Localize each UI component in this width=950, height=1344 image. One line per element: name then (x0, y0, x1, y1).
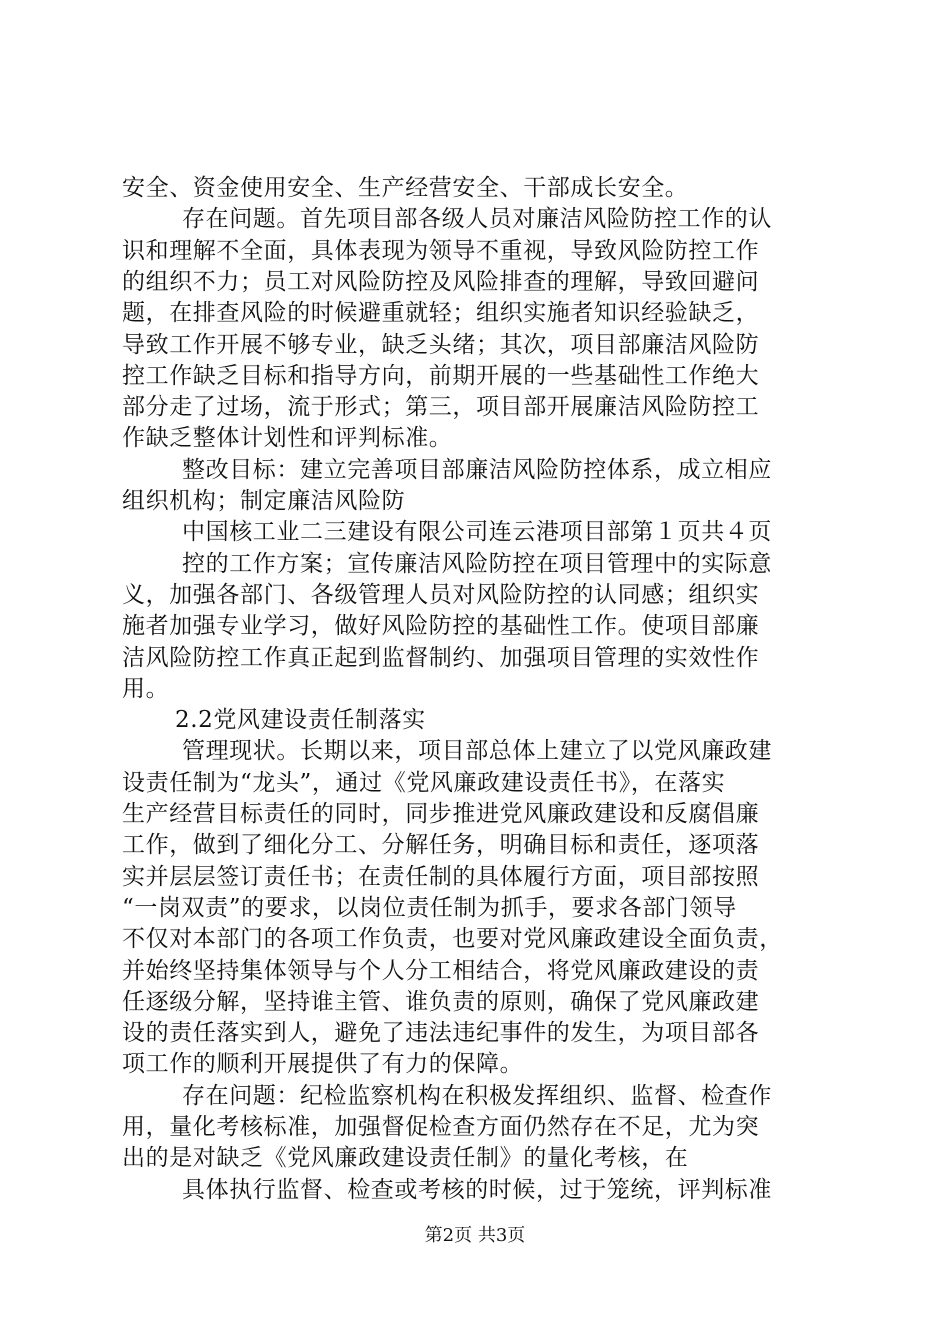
paragraph-line: “一岗双责”的要求，以岗位责任制为抓手，要求各部门领导 (122, 894, 737, 921)
paragraph-line: 义，加强各部门、各级管理人员对风险防控的认同感；组织实 (122, 581, 760, 608)
paragraph-line: 并始终坚持集体领导与个人分工相结合，将党风廉政建设的责 (122, 957, 760, 984)
paragraph-line: 设责任制为“龙头”，通过《党风廉政建设责任书》，在落实 (122, 769, 726, 796)
paragraph-line: 整改目标：建立完善项目部廉洁风险防控体系，成立相应 (182, 456, 772, 483)
paragraph-line: 存在问题。首先项目部各级人员对廉洁风险防控工作的认 (182, 206, 772, 233)
paragraph-line: 的组织不力；员工对风险防控及风险排查的理解，导致回避问 (122, 268, 760, 295)
paragraph-line: 作缺乏整体计划性和评判标准。 (122, 425, 453, 452)
paragraph-line: 出的是对缺乏《党风廉政建设责任制》的量化考核，在 (122, 1145, 689, 1172)
paragraph-line: 控的工作方案；宣传廉洁风险防控在项目管理中的实际意 (182, 550, 772, 577)
paragraph-line: 存在问题：纪检监察机构在积极发挥组织、监督、检查作 (182, 1082, 772, 1109)
paragraph-line: 用。 (122, 675, 170, 702)
paragraph-line: 导致工作开展不够专业，缺乏头绪；其次，项目部廉洁风险防 (122, 331, 760, 358)
paragraph-line: 用，量化考核标准，加强督促检查方面仍然存在不足，尤为突 (122, 1114, 760, 1140)
paragraph-line: 设的责任落实到人，避免了违法违纪事件的发生，为项目部各 (122, 1020, 760, 1047)
paragraph-line: 题，在排查风险的时候避重就轻；组织实施者知识经验缺乏， (122, 300, 760, 327)
page-footer: 第2页 共3页 (424, 1225, 526, 1246)
paragraph-line: 生产经营目标责任的同时，同步推进党风廉政建设和反腐倡廉 (122, 801, 760, 827)
paragraph-line: 部分走了过场，流于形式；第三，项目部开展廉洁风险防控工 (122, 394, 760, 421)
paragraph-line: 安全、资金使用安全、生产经营安全、干部成长安全。 (122, 175, 689, 201)
paragraph-line: 实并层层签订责任书；在责任制的具体履行方面，项目部按照 (122, 863, 760, 890)
paragraph-line: 施者加强专业学习，做好风险防控的基础性工作。使项目部廉 (122, 613, 760, 640)
paragraph-line: 组织机构；制定廉洁风险防 (122, 488, 406, 514)
paragraph-line: 项工作的顺利开展提供了有力的保障。 (122, 1051, 524, 1078)
paragraph-line: 具体执行监督、检查或考核的时候，过于笼统，评判标准 (182, 1176, 772, 1203)
paragraph-line: 洁风险防控工作真正起到监督制约、加强项目管理的实效性作 (122, 644, 760, 671)
inline-page-note: 中国核工业二三建设有限公司连云港项目部第１页共４页 (182, 519, 772, 546)
section-heading: 2.2党风建设责任制落实 (175, 707, 426, 734)
paragraph-line: 工作，做到了细化分工、分解任务，明确目标和责任，逐项落 (122, 832, 760, 859)
paragraph-line: 任逐级分解，坚持谁主管、谁负责的原则，确保了党风廉政建 (122, 988, 760, 1015)
paragraph-line: 控工作缺乏目标和指导方向，前期开展的一些基础性工作绝大 (122, 362, 760, 389)
paragraph-line: 识和理解不全面，具体表现为领导不重视，导致风险防控工作 (122, 237, 760, 264)
paragraph-line: 管理现状。长期以来，项目部总体上建立了以党风廉政建 (182, 738, 772, 765)
paragraph-line: 不仅对本部门的各项工作负责，也要对党风廉政建设全面负责， (122, 926, 783, 953)
